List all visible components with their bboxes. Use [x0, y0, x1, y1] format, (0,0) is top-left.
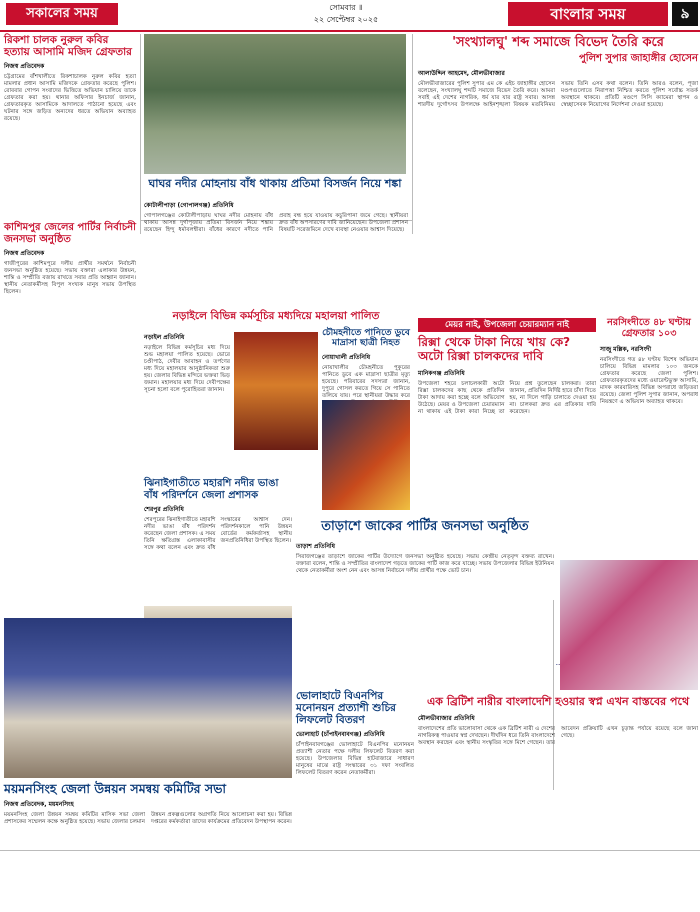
headline: ময়মনসিংহ জেলা উন্নয়ন সমন্বয় কমিটির সভা — [4, 781, 227, 796]
byline: নড়াইল প্রতিনিধি — [144, 334, 185, 341]
date-label: ২২ সেপ্টেম্বর ২০২৫ — [313, 15, 379, 24]
headline: নরসিংদীতে ৪৮ ঘণ্টায় গ্রেফতার ১০৩ — [607, 317, 691, 339]
byline: ভোলাহাট (চাঁপাইনবাবগঞ্জ) প্রতিনিধি — [296, 731, 385, 739]
article-body: নড়াইলে বিভিন্ন কর্মসূচির মধ্য দিয়ে শুভ মহালয়া পালিত হয়েছে। ভোরে চণ্ডীপাঠ, দেবীর আবাহন ও তর্পণের মধ্য দিয়ে মহালয়ার আনুষ্ঠানিকতা শুরু হয়। জেলার বিভিন্ন মন্দিরে ভক্তরা ভিড় জমান। মহালয়ার মধ্য দিয়ে দেবীপক্ষের সূচনা হলো বলে পুরোহিতরা জানান। — [144, 345, 230, 393]
byline: মানিকগঞ্জ প্রতিনিধি — [418, 369, 465, 377]
poster-photo — [322, 400, 410, 510]
article-rickshaw-money — [418, 336, 596, 521]
british-woman-photo — [560, 560, 698, 690]
byline: আলাউদ্দিন আহমেদ, মৌলভীবাজার — [418, 70, 505, 78]
article-body: গাজীপুরের কাশিমপুরে দলীয় প্রার্থীর সমর্থনে নির্বাচনী জনসভা অনুষ্ঠিত হয়েছে। সভায় বক্তারা এলাকার উন্নয়ন, শান্তি ও সম্প্রীতি বজায় রাখতে সবার প্রতি আহ্বান জানান। স্থানীয় নেতাকর্মীসহ বিপুল সংখ্যক মানুষ সভায় উপস্থিত ছিলেন। — [4, 261, 136, 295]
article-british-woman — [418, 696, 698, 846]
article-body: চট্টগ্রামের বাঁশখালীতে রিকশাচালক নুরুল কবির হত্যা মামলার প্রধান আসামি মজিদকে গ্রেফতার করেছে পুলিশ। রোববার গোপন সংবাদের ভিত্তিতে অভিযান চালিয়ে তাকে গ্রেফতার করা হয়। থানার অফিসার ইনচার্জ জানান, গ্রেফতারকৃত আসামিকে আদালতে পাঠানো হয়েছে এবং ঘটনার সঙ্গে জড়িত অন্যদের ধরতে অভিযান অব্যাহত রয়েছে। — [4, 74, 136, 123]
river-photo — [144, 34, 406, 174]
article-zaker-party — [296, 520, 554, 714]
column-divider — [412, 34, 413, 234]
article-body: গোপালগঞ্জের কোটালীপাড়ায় ঘাঘর নদীর মোহনায় বাঁধ থাকায় আসন্ন দুর্গাপূজায় প্রতিমা বিসর্জন নিয়ে শঙ্কায় রয়েছেন হিন্দু ধর্মাবলম্বীরা। বাঁধের কারণে নদীতে পানি প্রবাহ বন্ধ হয়ে যাওয়ায় কচুরিপানা জমে গেছে। স্থানীয়রা দ্রুত বাঁধ অপসারণের দাবি জানিয়েছেন। উপজেলা প্রশাসন বিষয়টি সরেজমিনে দেখে ব্যবস্থা নেওয়ার আশ্বাস দিয়েছে। — [144, 213, 408, 233]
masthead — [0, 0, 700, 32]
article-dam-inspection — [144, 478, 292, 597]
headline: কাশিমপুর জেলের পার্টির নির্বাচনী জনসভা অনুষ্ঠিত — [4, 222, 136, 245]
article-body: বাংলাদেশের প্রতি ভালোবাসা থেকে এক ব্রিটিশ নারী এ দেশের নাগরিকত্ব পাওয়ার স্বপ্ন দেখছেন। দীর্ঘদিন ধরে তিনি বাংলাদেশে অবস্থান করছেন এবং স্থানীয় সংস্কৃতির সঙ্গে মিশে গেছেন। তার আবেদন প্রক্রিয়াটি এখন চূড়ান্ত পর্যায়ে রয়েছে বলে জানা গেছে। — [418, 725, 698, 746]
byline: নিজস্ব প্রতিবেদক — [4, 63, 45, 71]
headline: রিকশা চালক নুরুল কবির হত্যায় আসামি মজিদ গ্রেফতার — [4, 34, 132, 59]
article-narsingdi-arrests — [600, 318, 698, 571]
meeting-hall-photo — [4, 618, 292, 778]
byline: শেরপুর প্রতিনিধি — [144, 506, 184, 513]
article-body: উপজেলা শহরে চলাচলকারী অটো রিক্সা চালকদের কাছ থেকে প্রতিদিন টাকা আদায় করা হচ্ছে বলে অভিযোগ উঠেছে। মেয়র ও উপজেলা চেয়ারম্যান না থাকায় এই টাকা কারা নিচ্ছে তা নিয়ে প্রশ্ন তুলেছেন চালকরা। তারা জানান, প্রতিদিন নির্দিষ্ট হারে চাঁদা দিতে হয়, না দিলে গাড়ি চালাতে দেওয়া হয় না। চালকরা দ্রুত এর প্রতিকার দাবি করেছেন। — [418, 380, 596, 415]
article-body: ময়মনসিংহ জেলা উন্নয়ন সমন্বয় কমিটির মাসিক সভা জেলা প্রশাসকের সম্মেলন কক্ষে অনুষ্ঠিত হয়েছে। সভায় জেলার চলমান উন্নয়ন প্রকল্পগুলোর অগ্রগতি নিয়ে আলোচনা করা হয়। বিভিন্ন দপ্তরের কর্মকর্তারা তাদের কার্যক্রমের প্রতিবেদন উপস্থাপন করেন। — [4, 812, 292, 826]
article-body: চাঁপাইনবাবগঞ্জের ভোলাহাটে বিএনপির মনোনয়ন প্রত্যাশী নেতার পক্ষে দলীয় লিফলেট বিতরণ করা হয়েছে। উপজেলার বিভিন্ন হাটবাজারে সাধারণ মানুষের মাঝে রাষ্ট্র সংস্কারের ৩১ দফা সংবলিত লিফলেট বিতরণ করেন নেতাকর্মীরা। — [296, 742, 414, 777]
article-mahalaya-body — [144, 332, 230, 485]
day-label: সোমবার ॥ — [329, 3, 363, 12]
article-immersion-body — [144, 200, 408, 313]
headline: রিক্সা থেকে টাকা নিয়ে খায় কে? অটো রিক্সা চালকদের দাবি — [418, 335, 571, 363]
headline: ঝিনাইগাতীতে মহারশি নদীর ভাঙা বাঁধ পরিদর্শনে জেলা প্রশাসক — [144, 478, 279, 501]
mayor-banner: মেয়র নাই, উপজেলা চেয়ারম্যান নাই — [418, 318, 596, 332]
headline: 'সংখ্যালঘু' শব্দ সমাজে বিভেদ তৈরি করে — [452, 35, 664, 50]
idol-photo — [234, 332, 318, 450]
article-body: নোয়াখালীর চৌমহনীতে পুকুরের পানিতে ডুবে এক মাদ্রাসা ছাত্রীর মৃত্যু হয়েছে। পরিবারের সদস্যরা জানান, দুপুরে গোসল করতে গিয়ে সে পানিতে তলিয়ে যায়। পরে স্থানীয়রা উদ্ধার করে — [322, 364, 410, 399]
article-kashimpur-rally — [4, 222, 136, 601]
byline: কোটালীপাড়া (গোপালগঞ্জ) প্রতিনিধি — [144, 202, 234, 209]
article-body: মৌলভীবাজারের পুলিশ সুপার এম কে এইচ জাহাঙ্গীর হোসেন বলেছেন, সংখ্যালঘু শব্দটি সমাজে বিভেদ তৈরি করে। আমরা সবাই এই দেশের নাগরিক, ধর্ম যার যার রাষ্ট্র সবার। আসন্ন শারদীয় দুর্গোৎসব উপলক্ষে আইনশৃঙ্খলা বিষয়ক মতবিনিময় সভায় তিনি এসব কথা বলেন। তিনি আরও বলেন, পূজা মণ্ডপগুলোতে নিরাপত্তা নিশ্চিত করতে পুলিশ সর্বোচ্চ সতর্ক অবস্থানে থাকবে। প্রতিটি মণ্ডপে সিসি ক্যামেরা স্থাপন ও স্বেচ্ছাসেবক নিয়োগের নির্দেশনা দেওয়া হয়েছে। — [418, 81, 698, 109]
article-rickshaw-murder — [4, 34, 136, 202]
article-body: সিরাজগঞ্জের তাড়াশে জাকের পার্টির উদ্যোগে জনসভা অনুষ্ঠিত হয়েছে। সভায় কেন্দ্রীয় নেতৃবৃন্দ বক্তব্য রাখেন। বক্তারা বলেন, শান্তি ও সম্প্রীতির বাংলাদেশ গড়তে জাকের পার্টি কাজ করে যাচ্ছে। সভায় উপজেলার বিভিন্ন ইউনিয়ন থেকে নেতাকর্মীরা অংশ নেন এবং আসন্ন নির্বাচনে দলীয় প্রার্থীর পক্ষে ভোট চান। — [296, 553, 554, 574]
headline: নড়াইলে বিভিন্ন কর্মসূচির মধ্যদিয়ে মহালয়া পালিত — [172, 310, 380, 322]
byline: সাজু মল্লিক, নরসিংদী — [600, 345, 652, 353]
headline: এক ব্রিটিশ নারীর বাংলাদেশি হওয়ার স্বপ্ন এখন বাস্তবের পথে — [426, 695, 690, 708]
section-title: বাংলার সময় — [508, 2, 668, 26]
newspaper-logo: সকালের সময় — [6, 3, 118, 25]
photo-accent — [556, 664, 560, 665]
headline: তাড়াশে জাকের পার্টির জনসভা অনুষ্ঠিত — [321, 519, 529, 534]
dateline — [298, 2, 394, 26]
headline: ভোলাহাটে বিএনপির মনোনয়ন প্রত্যাশী শুচির লিফলেট বিতরণ — [296, 690, 396, 727]
article-minority-word — [418, 36, 698, 353]
article-drowning — [322, 328, 410, 405]
subhead: পুলিশ সুপার জাহাঙ্গীর হোসেন — [578, 52, 698, 64]
article-body: শেরপুরের ঝিনাইগাতীতে মহারশি নদীর ভাঙা বাঁধ পরিদর্শন করেছেন জেলা প্রশাসক। এ সময় তিনি ক্ষতিগ্রস্ত এলাকাবাসীর সঙ্গে কথা বলেন এবং দ্রুত বাঁধ সংস্কারের আশ্বাস দেন। পরিদর্শনকালে পানি উন্নয়ন বোর্ডের কর্মকর্তাসহ স্থানীয় জনপ্রতিনিধিরা উপস্থিত ছিলেন। — [144, 517, 292, 551]
byline: তাড়াশ প্রতিনিধি — [296, 542, 335, 550]
byline: নোয়াখালী প্রতিনিধি — [322, 353, 371, 361]
byline: নিজস্ব প্রতিবেদক — [4, 250, 45, 257]
page-number: ৯ — [672, 2, 698, 26]
article-mymensingh-meeting — [4, 782, 292, 912]
byline: নিজস্ব প্রতিবেদক, ময়মনসিংহ — [4, 801, 74, 809]
headline: চৌমহনীতে পানিতে ডুবে মাদ্রাসা ছাত্রী নিহত — [322, 328, 410, 349]
article-mahalaya — [144, 310, 408, 322]
article-immersion-concern — [140, 178, 410, 191]
headline: ঘাঘর নদীর মোহনায় বাঁধ থাকায় প্রতিমা বিসর্জন নিয়ে শঙ্কা — [148, 177, 402, 190]
article-body: নরসিংদীতে গত ৪৮ ঘণ্টায় বিশেষ অভিযান চালিয়ে বিভিন্ন মামলার ১০৩ জনকে গ্রেফতার করেছে জেলা পুলিশ। গ্রেফতারকৃতদের মধ্যে ওয়ারেন্টভুক্ত আসামি, মাদক কারবারিসহ বিভিন্ন অপরাধে জড়িতরা রয়েছে। জেলা পুলিশ সুপার জানান, অপরাধ নিয়ন্ত্রণে এ অভিযান অব্যাহত থাকবে। — [600, 356, 698, 405]
article-bholahat-leaflet — [296, 690, 414, 852]
column-divider — [140, 34, 141, 234]
byline: মৌলভীবাজার প্রতিনিধি — [418, 714, 475, 722]
